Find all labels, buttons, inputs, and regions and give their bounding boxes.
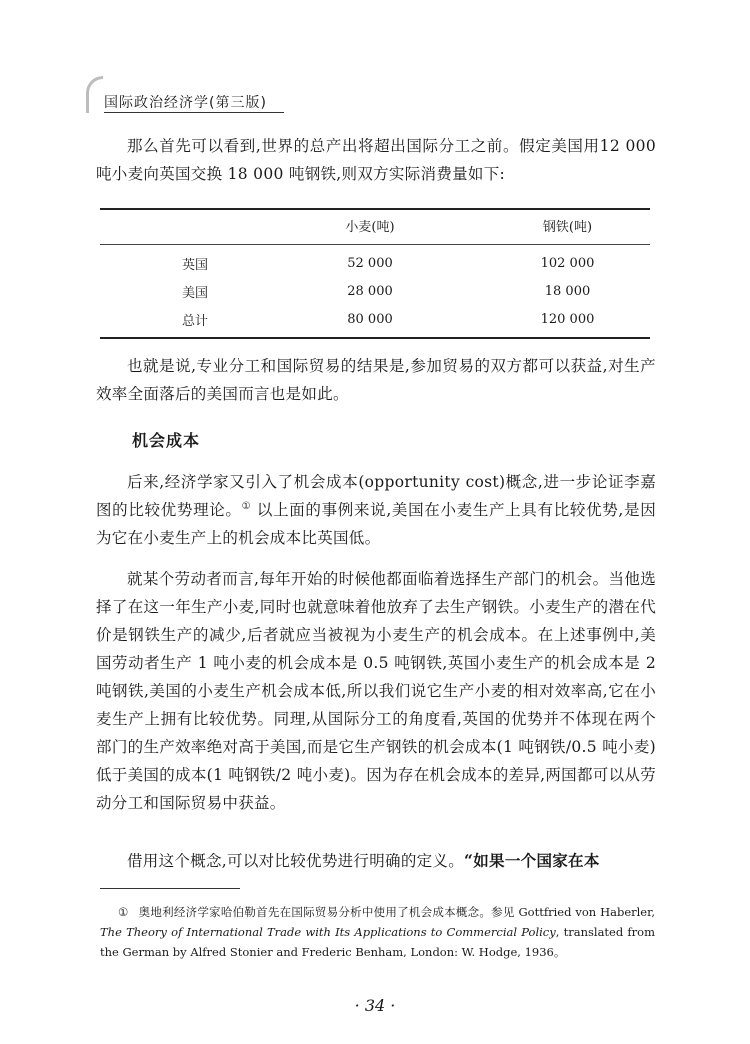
table-cell: 102 000 xyxy=(540,255,595,271)
consumption-table xyxy=(100,208,650,339)
table-cell: 52 000 xyxy=(347,255,393,271)
running-header-title: 国际政治经济学(第三版) xyxy=(104,95,267,111)
table-row xyxy=(100,277,650,305)
header-rule xyxy=(104,112,284,113)
table-header-row xyxy=(100,210,650,240)
table-row xyxy=(100,249,650,277)
footnote-text: 奥地利经济学家哈伯勒首先在国际贸易分析中使用了机会成本概念。参见 Gottfried von Haberler, xyxy=(138,905,655,919)
footnote-rule xyxy=(100,888,240,889)
worker-example-paragraph: 就某个劳动者而言,每年开始的时候他都面临着选择生产部门的机会。当他选择了在这一年生产小麦,同时也就意味着他放弃了去生产钢铁。小麦生产的潜在代价是钢铁生产的减少,后者就应当被视为小麦生产的机会成本。在上述事例中,美国劳动者生产 1 吨小麦的机会成本是 0.5 吨钢铁,英国小麦生产的机会成本是 2 吨钢铁,美国的小麦生产机会成本低,所以我们说它生产小麦的相对效率高,它在小麦生产上拥有比较优势。同理,从国际分工的角度看,英国的优势并不体现在两个部门的生产效率绝对高于美国,而是它生产钢铁的机会成本(1 吨钢铁/0.5 吨小麦)低于美国的成本(1 吨钢铁/2 吨小麦)。因为存在机会成本的差异,两国都可以从劳动分工和国际贸易中获益。 xyxy=(96,570,656,812)
paragraph-text: 后来,经济学家又引入了机会成本(opportunity cost)概念,进一步论证李嘉图的比较优势理论。 xyxy=(96,473,656,519)
page-number: · 34 · xyxy=(354,996,396,1015)
table-cell: 18 000 xyxy=(544,283,591,299)
quote-start: “如果一个国家在本 xyxy=(464,851,600,870)
footnote-text: , translated from the German by Alfred Stonier and Frederic Benham, London: W. Hodge, 1936。 xyxy=(100,925,656,959)
table-header-cell: 钢铁(吨) xyxy=(542,219,593,235)
section-heading: 机会成本 xyxy=(132,431,201,450)
table-cell: 美国 xyxy=(182,285,209,301)
footnote-book-title: The Theory of International Trade with Its Applications to Commercial Policy xyxy=(100,925,556,939)
paragraph-text: 借用这个概念,可以对比较优势进行明确的定义。 xyxy=(127,852,465,870)
table-row xyxy=(100,305,650,333)
footnote xyxy=(100,902,655,962)
table-cell: 120 000 xyxy=(540,311,595,327)
opportunity-cost-paragraph xyxy=(96,468,656,552)
conclusion-paragraph: 也就是说,专业分工和国际贸易的结果是,参加贸易的双方都可以获益,对生产效率全面落后的美国而言也是如此。 xyxy=(96,357,656,403)
table-cell: 总计 xyxy=(182,313,209,329)
footnote-mark: ① xyxy=(118,905,129,919)
paragraph-text: 以上面的事例来说,美国在小麦生产上具有比较优势,是因为它在小麦生产上的机会成本比英国低。 xyxy=(96,501,657,547)
table-bottom-rule xyxy=(100,337,650,339)
definition-paragraph xyxy=(96,847,656,875)
footnote-reference[interactable]: ① xyxy=(241,500,252,512)
running-header xyxy=(86,62,296,112)
intro-paragraph: 那么首先可以看到,世界的总产出将超出国际分工之前。假定美国用12 000吨小麦向英国交换 18 000 吨钢铁,则双方实际消费量如下: xyxy=(96,137,656,183)
table-cell: 80 000 xyxy=(347,311,393,327)
table-cell: 28 000 xyxy=(347,283,393,299)
table-cell: 英国 xyxy=(182,257,209,273)
header-ornament xyxy=(86,76,103,113)
table-header-cell: 小麦(吨) xyxy=(345,219,395,235)
